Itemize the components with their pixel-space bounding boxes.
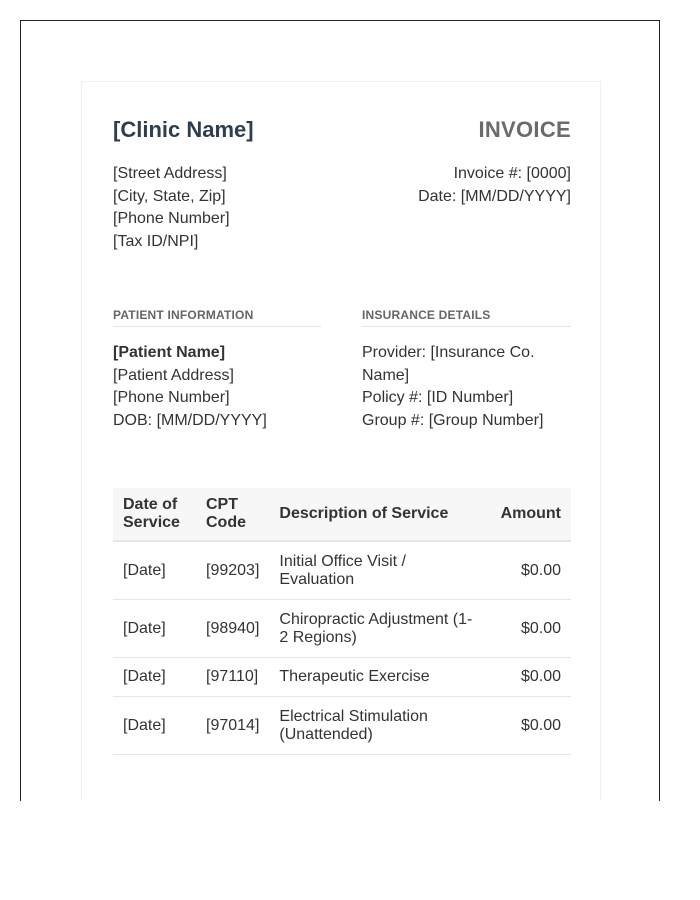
invoice-number: Invoice #: [0000] <box>453 165 571 182</box>
header-date-of-service: Date of Service <box>113 488 196 541</box>
clinic-street-address: [Street Address] <box>113 165 227 182</box>
patient-info-block <box>113 342 321 432</box>
insurance-provider-cont: Name] <box>362 366 410 384</box>
services-table-head <box>113 488 571 541</box>
invoice-date: Date: [MM/DD/YYYY] <box>418 187 571 205</box>
insurance-provider: Provider: [Insurance Co. <box>362 344 535 361</box>
clinic-tax-id: [Tax ID/NPI] <box>113 232 199 250</box>
clinic-city-state-zip: [City, State, Zip] <box>113 187 226 205</box>
patient-address: [Patient Address] <box>113 366 234 384</box>
cell-amount: $0.00 <box>489 697 571 755</box>
patient-phone: [Phone Number] <box>113 389 230 406</box>
invoice-card <box>81 81 601 801</box>
cell-amount: $0.00 <box>489 600 571 658</box>
clinic-name: [Clinic Name] <box>113 117 254 142</box>
table-row <box>113 697 571 755</box>
document-page <box>20 20 660 801</box>
clinic-phone: [Phone Number] <box>113 210 230 227</box>
cell-amount: $0.00 <box>489 658 571 697</box>
cell-description: Initial Office Visit / Evaluation <box>269 541 489 600</box>
table-header-row <box>113 488 571 541</box>
table-row <box>113 600 571 658</box>
invoice-meta-block <box>418 163 571 208</box>
cell-cpt: [97014] <box>196 697 269 755</box>
cell-description: Chiropractic Adjustment (1-2 Regions) <box>269 600 489 658</box>
cell-date: [Date] <box>113 600 196 658</box>
header-amount: Amount <box>489 488 571 541</box>
insurance-details-block <box>362 342 562 432</box>
cell-description: Therapeutic Exercise <box>269 658 489 697</box>
patient-info-heading: PATIENT INFORMATION <box>113 308 321 327</box>
cell-date: [Date] <box>113 697 196 755</box>
cell-amount: $0.00 <box>489 541 571 600</box>
invoice-title: INVOICE <box>478 117 571 142</box>
cell-description: Electrical Stimulation (Unattended) <box>269 697 489 755</box>
insurance-policy: Policy #: [ID Number] <box>362 389 514 406</box>
cell-cpt: [99203] <box>196 541 269 600</box>
table-row <box>113 541 571 600</box>
patient-dob: DOB: [MM/DD/YYYY] <box>113 411 267 429</box>
cell-date: [Date] <box>113 541 196 600</box>
cell-date: [Date] <box>113 658 196 697</box>
cell-cpt: [97110] <box>196 658 269 697</box>
clinic-address-block <box>113 163 230 253</box>
header-description: Description of Service <box>269 488 489 541</box>
insurance-details-heading: INSURANCE DETAILS <box>362 308 571 327</box>
services-table <box>113 488 571 755</box>
header-cpt-code: CPT Code <box>196 488 269 541</box>
insurance-group: Group #: [Group Number] <box>362 411 544 429</box>
cell-cpt: [98940] <box>196 600 269 658</box>
services-table-body <box>113 541 571 755</box>
table-row <box>113 658 571 697</box>
patient-name: [Patient Name] <box>113 344 226 361</box>
